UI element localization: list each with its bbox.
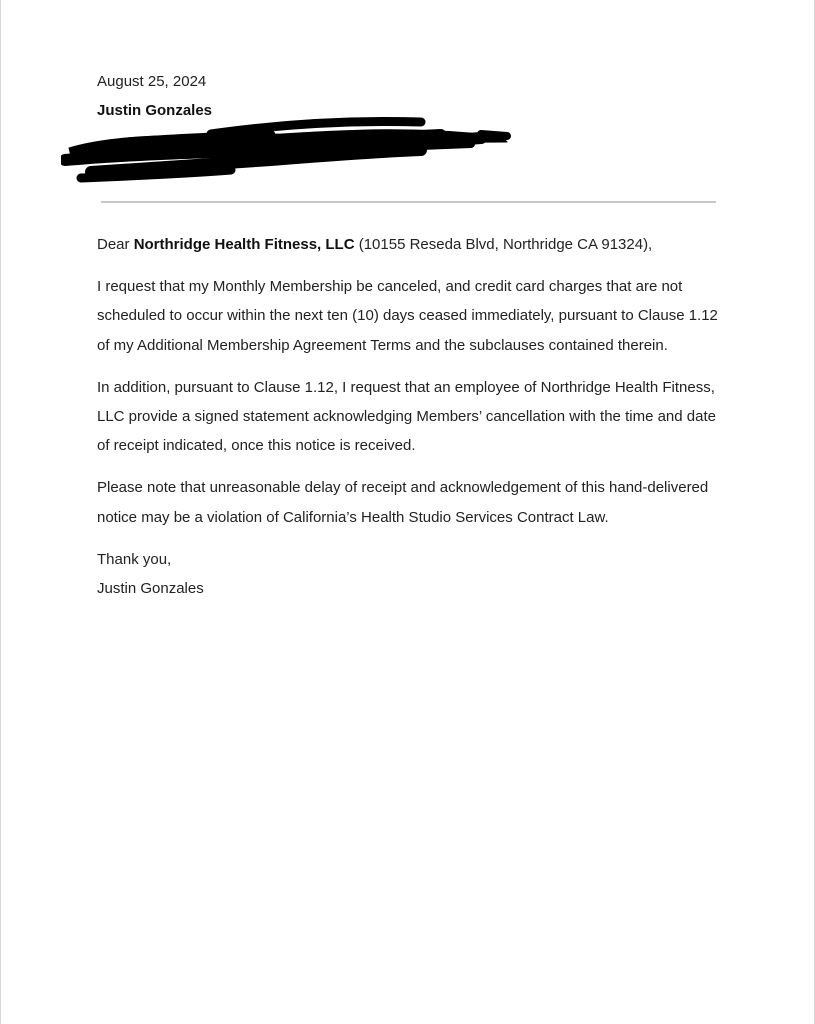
salutation-prefix: Dear [97, 236, 134, 253]
paragraph-signed-statement: In addition, pursuant to Clause 1.12, I request that an employee of Northridge Health Fitness, LLC provide a signed statement acknowledging Members’ cancellation with the time and date of receipt indicated, once this notice is received. [97, 378, 716, 455]
letter-body [97, 230, 722, 616]
closing-thanks: Thank you, [97, 550, 172, 568]
paragraph-legal-note: Please note that unreasonable delay of receipt and acknowledgement of this hand-delivered notice may be a violation of California’s Health Studio Services Contract Law. [97, 479, 709, 526]
paragraph-cancellation-request: I request that my Monthly Membership be canceled, and credit card charges that are not scheduled to occur within the next ten (10) days ceased immediately, pursuant to Clause 1.12 of my Additional Membership Agreement Terms and the subclauses contained therein. [97, 278, 718, 354]
recipient-address: (10155 Reseda Blvd, Northridge CA 91324), [354, 236, 653, 253]
sender-name: Justin Gonzales [97, 102, 213, 119]
closing-signature-name: Justin Gonzales [97, 580, 204, 598]
letter-date: August 25, 2024 [97, 73, 207, 90]
redaction-scribble [61, 112, 513, 190]
closing [97, 545, 722, 603]
header-divider [101, 201, 716, 203]
salutation [97, 230, 722, 259]
recipient-name: Northridge Health Fitness, LLC [133, 236, 355, 253]
